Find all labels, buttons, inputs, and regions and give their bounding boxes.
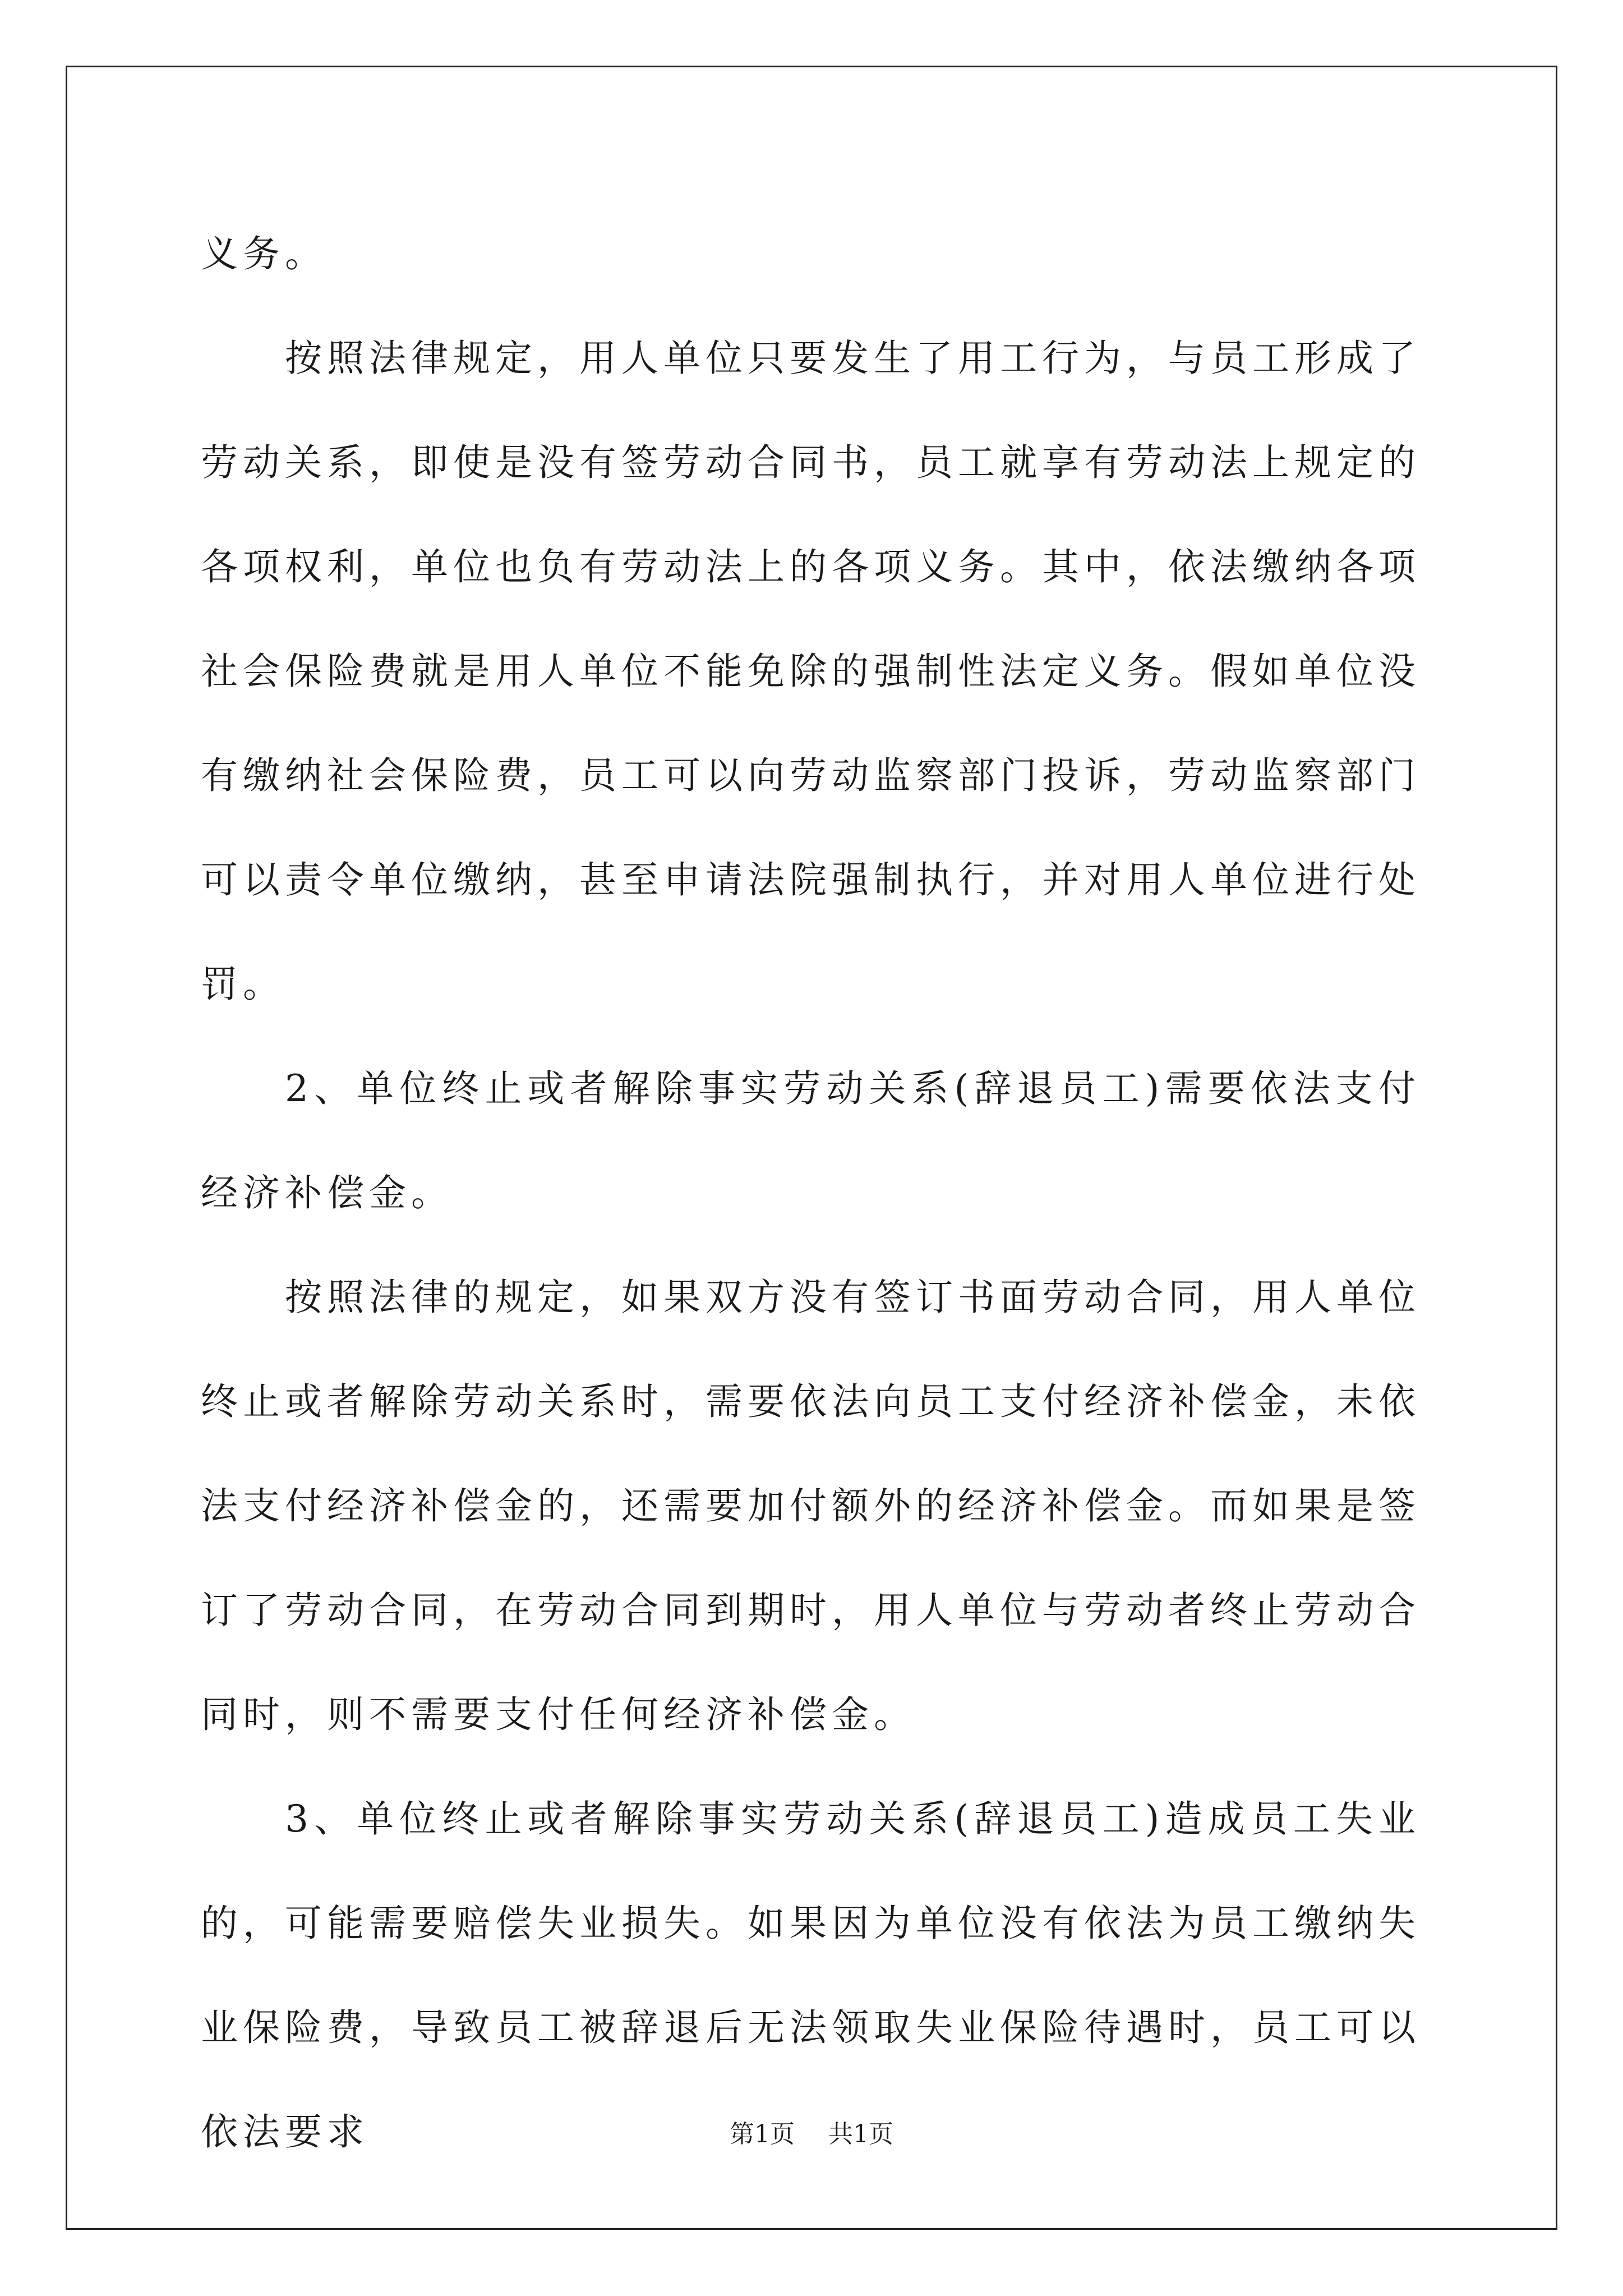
paragraph: 义务。 <box>201 232 327 275</box>
page-total: 共1页 <box>828 2120 893 2148</box>
document-body <box>201 202 1421 2184</box>
paragraph: 按照法律规定，用人单位只要发生了用工行为，与员工形成了劳动关系，即使是没有签劳动合同书，员工就享有劳动法上规定的各项权利，单位也负有劳动法上的各项义务。其中，依法缴纳各项社会保险费就是用人单位不能免除的强制性法定义务。假如单位没有缴纳社会保险费，员工可以向劳动监察部门投诉，劳动监察部门可以责令单位缴纳，甚至申请法院强制执行，并对用人单位进行处罚。 <box>201 337 1421 1006</box>
paragraph: 按照法律的规定，如果双方没有签订书面劳动合同，用人单位终止或者解除劳动关系时，需要依法向员工支付经济补偿金，未依法支付经济补偿金的，还需要加付额外的经济补偿金。而如果是签订了劳动合同，在劳动合同到期时，用人单位与劳动者终止劳动合同时，则不需要支付任何经济补偿金。 <box>201 1276 1421 1736</box>
page-number: 第1页 <box>730 2120 795 2148</box>
paragraph: 2、单位终止或者解除事实劳动关系(辞退员工)需要依法支付经济补偿金。 <box>201 1067 1421 1214</box>
paragraph: 3、单位终止或者解除事实劳动关系(辞退员工)造成员工失业的，可能需要赔偿失业损失。如果因为单位没有依法为员工缴纳失业保险费，导致员工被辞退后无法领取失业保险待遇时，员工可以依法要求 <box>201 1797 1421 2154</box>
page-footer <box>0 2118 1623 2151</box>
